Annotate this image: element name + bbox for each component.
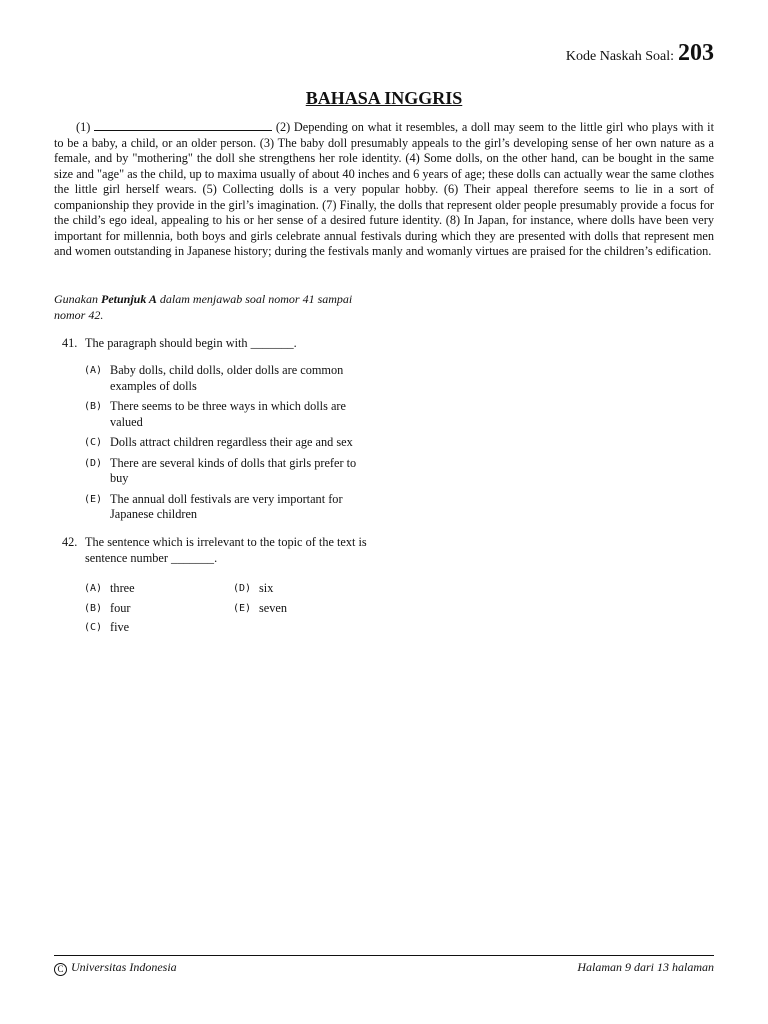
footer-institution-text: Universitas Indonesia xyxy=(71,960,177,974)
option-label: (A) xyxy=(84,583,103,594)
instruction-prefix: Gunakan xyxy=(54,292,101,306)
option-label: (D) xyxy=(233,583,252,594)
question-41 xyxy=(62,336,372,352)
option-text: three xyxy=(110,581,135,595)
option-text: There are several kinds of dolls that girls prefer to buy xyxy=(110,455,357,485)
passage-start-number: (1) xyxy=(76,120,91,134)
option-label: (B) xyxy=(84,602,103,614)
option-b[interactable] xyxy=(84,601,224,617)
option-label: (E) xyxy=(233,602,252,614)
instruction-bold: Petunjuk A xyxy=(101,292,157,306)
exam-code-number: 203 xyxy=(678,40,714,66)
option-label: (D) xyxy=(84,457,103,469)
option-text: The annual doll festivals are very important for Japanese children xyxy=(110,491,343,521)
option-a[interactable] xyxy=(84,581,224,597)
option-a[interactable] xyxy=(84,363,374,394)
question-number: 42. xyxy=(62,535,78,549)
question-42 xyxy=(62,535,372,566)
option-text: There seems to be three ways in which dolls are valued xyxy=(110,399,346,429)
option-label: (C) xyxy=(84,437,103,448)
question-number: 41. xyxy=(62,336,78,350)
question-42-options-left xyxy=(84,581,224,640)
option-c[interactable] xyxy=(84,620,224,636)
answer-blank xyxy=(94,120,272,131)
footer-divider xyxy=(54,955,714,956)
question-text: The paragraph should begin with _______. xyxy=(85,336,297,350)
option-d[interactable] xyxy=(233,581,373,597)
copyright-icon: C xyxy=(54,963,67,976)
exam-code-label: Kode Naskah Soal: xyxy=(565,49,674,64)
option-text: five xyxy=(110,620,130,634)
page-title: BAHASA INGGRIS xyxy=(305,88,463,108)
question-41-options xyxy=(84,363,374,528)
page-number: Halaman 9 dari 13 halaman xyxy=(577,960,714,974)
option-label: (C) xyxy=(84,622,103,633)
reading-passage xyxy=(54,120,714,260)
option-e[interactable] xyxy=(233,601,373,617)
option-label: (E) xyxy=(84,493,103,505)
question-text: The sentence which is irrelevant to the topic of the text is sentence number _______. xyxy=(85,535,367,565)
option-e[interactable] xyxy=(84,492,374,523)
question-42-options-right xyxy=(233,581,373,620)
instruction-suffix: dalam menjawab soal nomor 41 sampai nomor 42. xyxy=(54,292,353,322)
option-text: six xyxy=(259,581,274,595)
option-text: Dolls attract children regardless their age and sex xyxy=(110,435,353,449)
exam-code xyxy=(566,40,714,67)
option-text: Baby dolls, child dolls, older dolls are common examples of dolls xyxy=(110,363,344,393)
option-label: (B) xyxy=(84,401,103,412)
option-d[interactable] xyxy=(84,456,374,487)
option-c[interactable] xyxy=(84,435,374,451)
option-b[interactable] xyxy=(84,399,374,430)
option-label: (A) xyxy=(84,365,103,376)
passage-text: (2) Depending on what it resembles, a doll may seem to the little girl who plays with it to be a baby, a child, or an older person. (3) The baby doll presumably appeals to the girl’s developing sense of her own nature as a female, and by "mothering" the doll she strengthens her role identity. (4) Some dolls, on the other hand, can be bought in the same size and "age" as the child, up to maxima usually of about 40 inches and 6 years of age; these dolls can actually wear the same clothes the little girl herself wears. (5) Collecting dolls is a very popular hobby. (6) Their appeal therefore seems to lie in a sort of companionship they provide in the girl’s imagination. (7) Finally, the dolls that represent older people presumably provide a focus for the child’s ego ideal, appealing to his or her sense of a desired future identity. (8) In Japan, for instance, where dolls have been very important for millennia, both boys and girls celebrate annual festivals during which they are presented with dolls that represent men and women outstanding in Japanese history; during the festivals manly and womanly virtues are praised for the children’s edification. xyxy=(54,120,715,258)
option-text: four xyxy=(110,600,131,615)
instruction xyxy=(54,292,374,323)
option-text: seven xyxy=(259,600,287,615)
footer-institution xyxy=(54,960,177,976)
